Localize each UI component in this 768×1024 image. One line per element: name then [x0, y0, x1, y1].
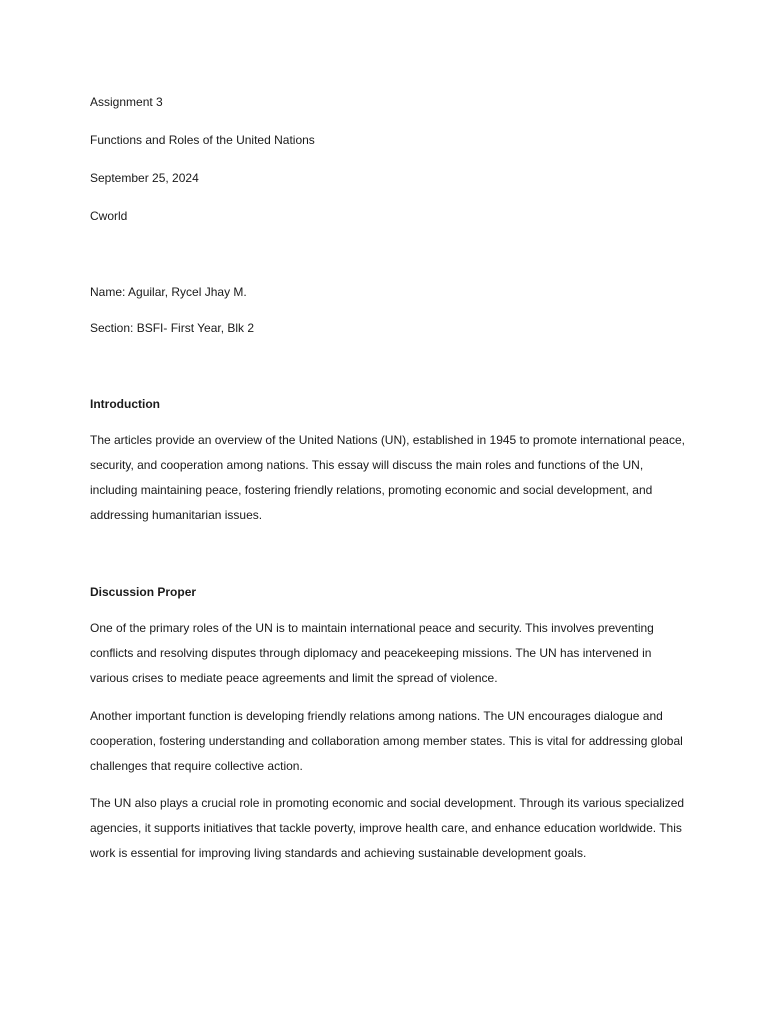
course-name: Cworld — [90, 209, 128, 223]
discussion-heading: Discussion Proper — [90, 585, 197, 599]
discussion-paragraph-3: The UN also plays a crucial role in promoting economic and social development. Through its various specialized agencies, it supports initiatives that tackle poverty, improve health care, and enhance education worldwide. This work is essential for improving living standards and achieving sustainable development goals. — [90, 796, 685, 860]
assignment-label: Assignment 3 — [90, 95, 163, 109]
student-name: Name: Aguilar, Rycel Jhay M. — [90, 285, 247, 299]
student-section: Section: BSFI- First Year, Blk 2 — [90, 321, 255, 335]
introduction-paragraph: The articles provide an overview of the United Nations (UN), established in 1945 to promote international peace, security, and cooperation among nations. This essay will discuss the main roles and functions of the UN, including maintaining peace, fostering friendly relations, promoting economic and social development, and addressing humanitarian issues. — [90, 433, 685, 522]
document-date: September 25, 2024 — [90, 171, 199, 185]
introduction-heading: Introduction — [90, 397, 160, 411]
discussion-paragraph-2: Another important function is developing friendly relations among nations. The UN encourages dialogue and cooperation, fostering understanding and collaboration among member states. This is vital for addressing global challenges that require collective action. — [90, 709, 683, 773]
document-title: Functions and Roles of the United Nations — [90, 133, 315, 147]
discussion-paragraph-1: One of the primary roles of the UN is to maintain international peace and security. This involves preventing conflicts and resolving disputes through diplomacy and peacekeeping missions. The UN has intervened in various crises to mediate peace agreements and limit the spread of violence. — [90, 621, 654, 685]
